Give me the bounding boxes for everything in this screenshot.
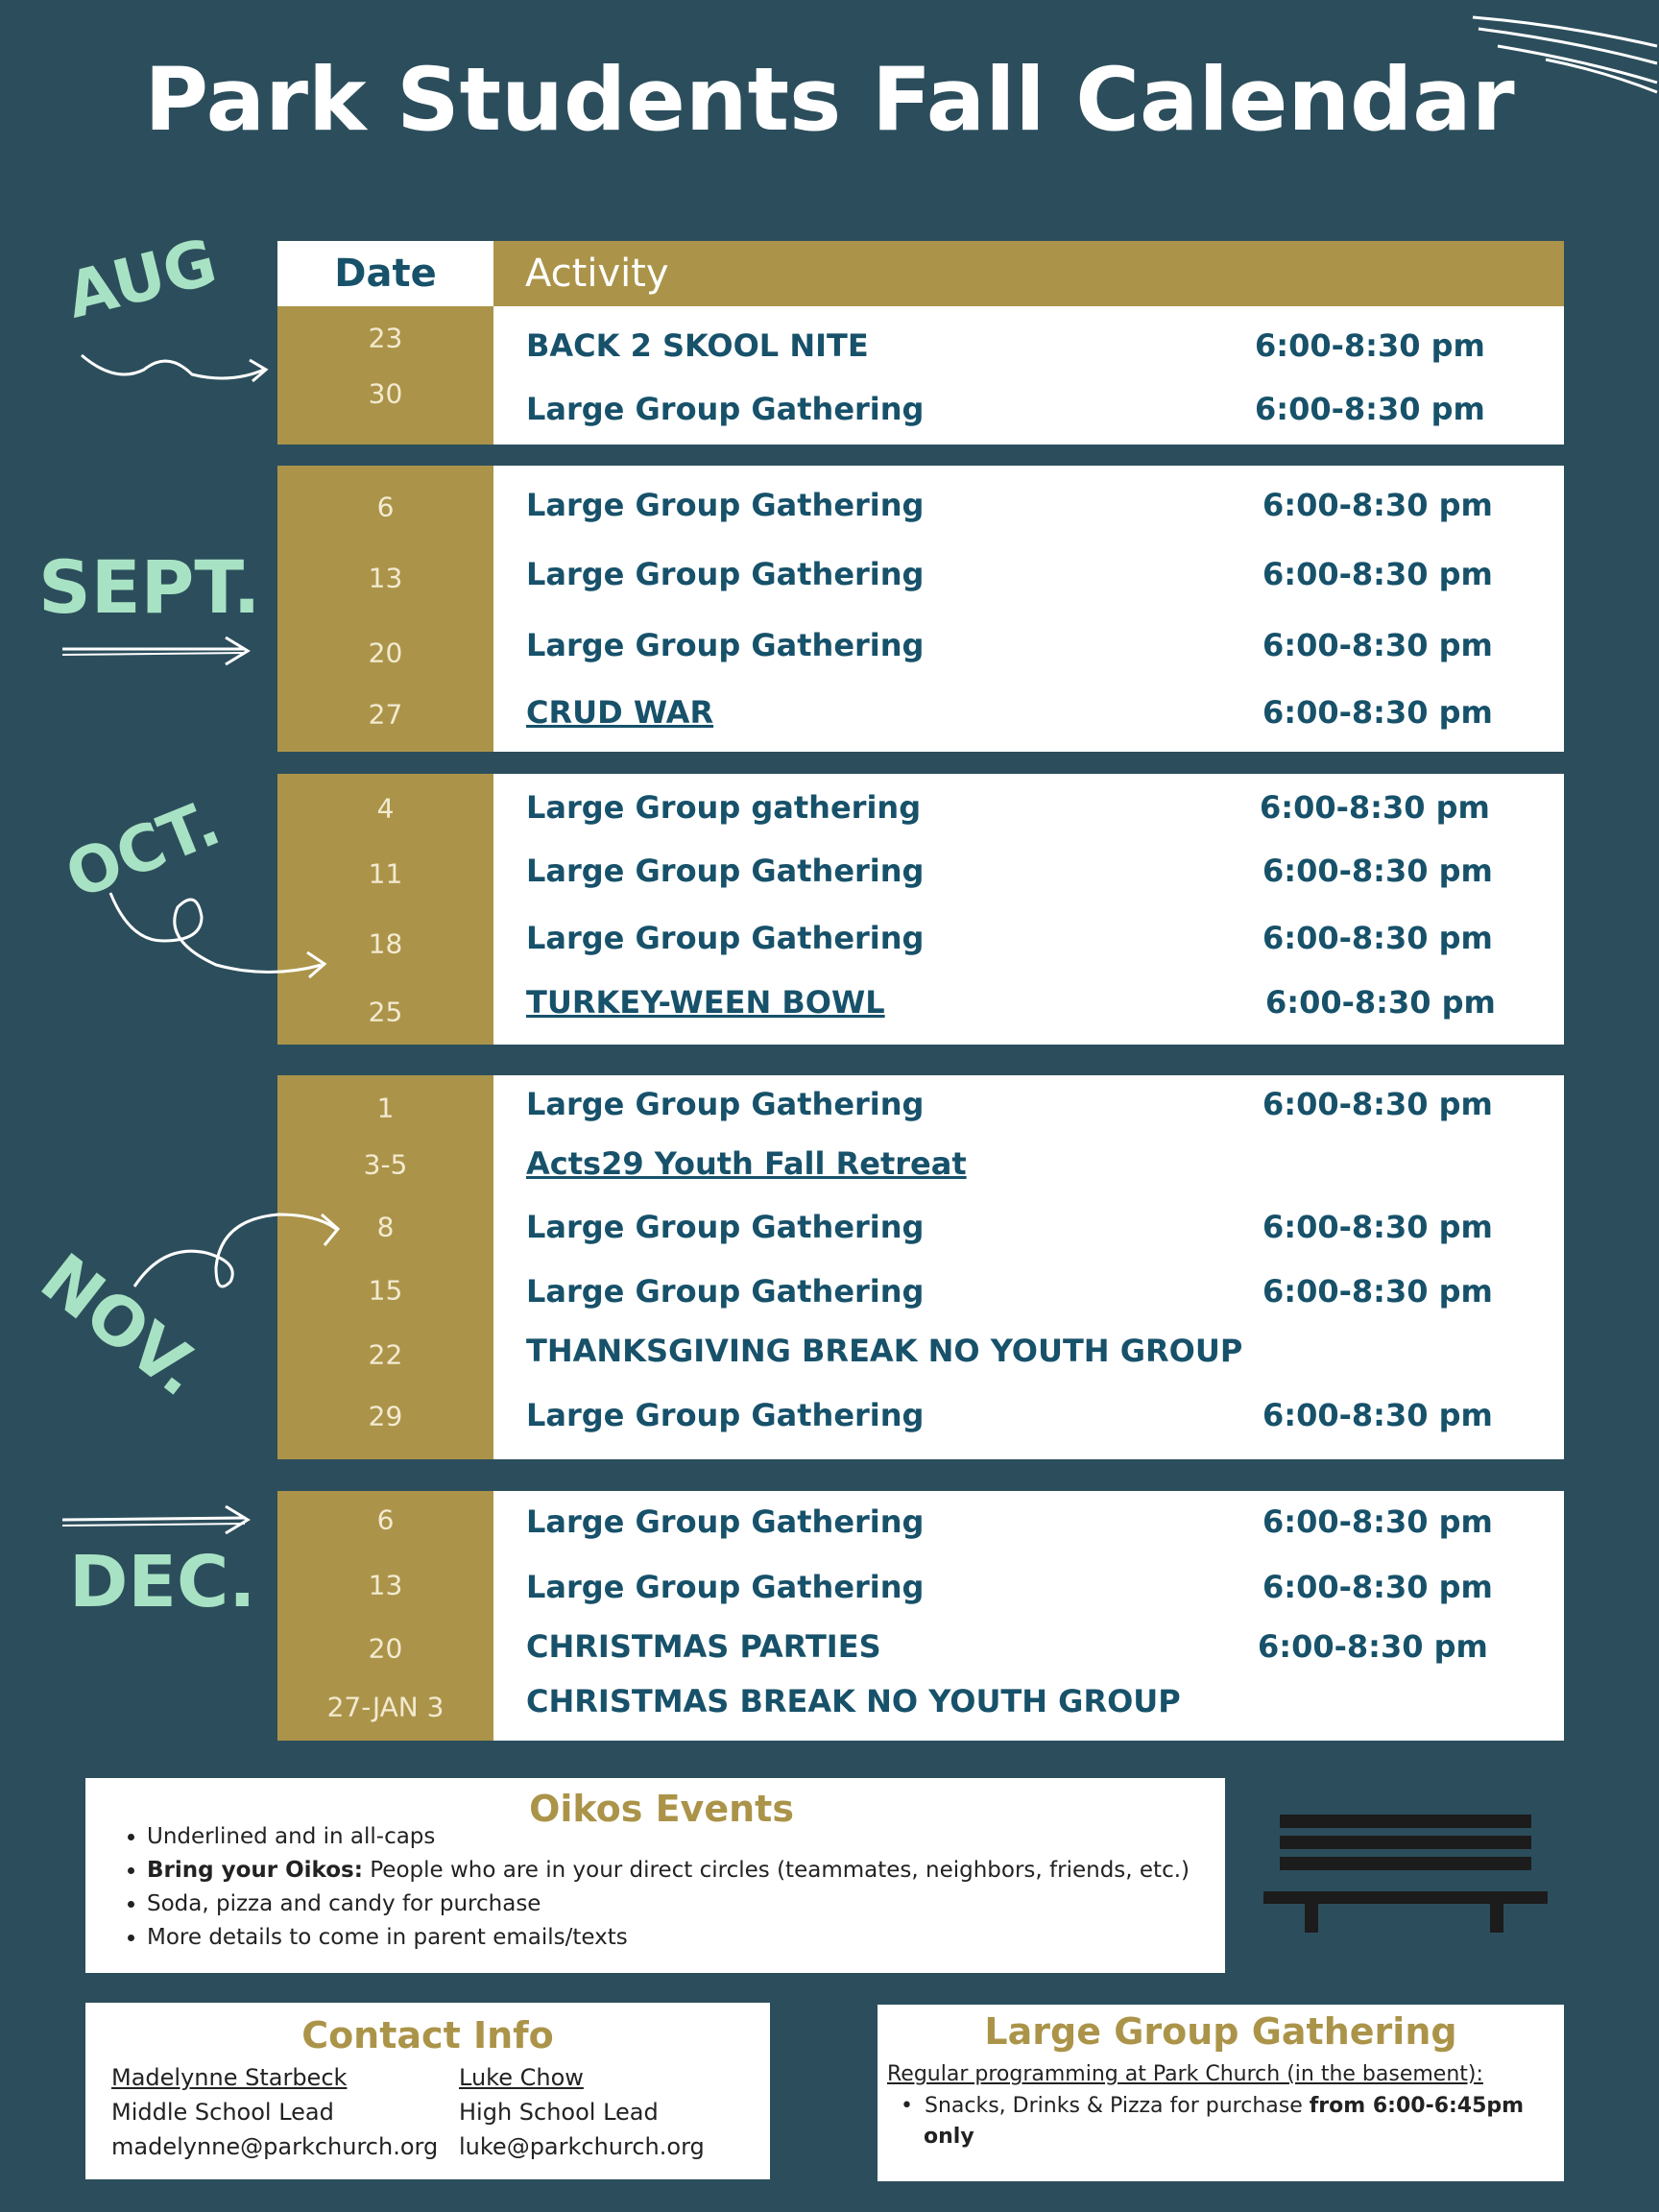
oikos-bullet-list <box>120 1820 1190 1955</box>
activity-cell: Large Group Gathering <box>526 1397 925 1433</box>
date-cell: 22 <box>368 1338 403 1371</box>
time-cell: 6:00-8:30 pm <box>1260 789 1490 826</box>
arrow-icon <box>58 634 259 672</box>
date-cell: 3-5 <box>363 1148 408 1181</box>
date-cell: 18 <box>368 927 403 960</box>
bullet-text: Snacks, Drinks & Pizza for purchase <box>924 2094 1310 2118</box>
time-cell: 6:00-8:30 pm <box>1262 694 1493 731</box>
date-cell: 1 <box>376 1092 395 1124</box>
time-cell: 6:00-8:30 pm <box>1262 1273 1493 1310</box>
time-cell: 6:00-8:30 pm <box>1258 1628 1488 1665</box>
activity-cell: BACK 2 SKOOL NITE <box>526 327 869 364</box>
date-cell: 20 <box>368 1632 403 1665</box>
contact-email[interactable]: madelynne@parkchurch.org <box>111 2133 439 2160</box>
oikos-event-link[interactable]: CRUD WAR <box>526 694 714 731</box>
activity-cell: Large Group Gathering <box>526 627 925 663</box>
bold-text: Bring your Oikos: <box>147 1858 363 1883</box>
date-cell: 4 <box>376 792 395 825</box>
bullet-continuation <box>924 2125 974 2149</box>
activity-cell: Large Group Gathering <box>526 853 925 889</box>
date-cell: 25 <box>368 996 403 1028</box>
time-cell: 6:00-8:30 pm <box>1262 1503 1493 1540</box>
month-label-aug: AUG <box>60 225 224 333</box>
activity-cell: Large Group Gathering <box>526 487 925 523</box>
contact-role: High School Lead <box>459 2099 659 2126</box>
date-cell: 13 <box>368 1569 403 1601</box>
scribble-icon <box>1469 8 1659 94</box>
activity-cell: CHRISTMAS PARTIES <box>526 1628 881 1665</box>
month-label-dec: DEC. <box>69 1541 256 1623</box>
time-cell: 6:00-8:30 pm <box>1255 391 1485 427</box>
activity-cell: CHRISTMAS BREAK NO YOUTH GROUP <box>526 1683 1181 1719</box>
list-item <box>147 1854 1190 1887</box>
month-label-nov: NOV. <box>26 1238 218 1412</box>
date-cell: 23 <box>368 322 403 354</box>
lgg-title: Large Group Gathering <box>984 2010 1457 2053</box>
time-cell: 6:00-8:30 pm <box>1262 853 1493 889</box>
activity-cell: Large Group gathering <box>526 789 922 826</box>
date-cell: 27-JAN 3 <box>326 1691 445 1723</box>
time-cell: 6:00-8:30 pm <box>1262 920 1493 956</box>
oikos-title: Oikos Events <box>529 1788 794 1830</box>
bold-text: from 6:00-6:45pm <box>1309 2094 1525 2118</box>
date-cell: 8 <box>376 1211 395 1243</box>
oikos-events-box <box>85 1778 1225 1973</box>
activity-cell: Large Group Gathering <box>526 391 925 427</box>
month-label-sept: SEPT. <box>38 544 261 630</box>
arrow-icon <box>58 1503 259 1541</box>
time-cell: 6:00-8:30 pm <box>1262 1209 1493 1245</box>
arrow-icon <box>77 341 278 398</box>
contact-title: Contact Info <box>301 2014 554 2056</box>
date-cell: 6 <box>376 1503 395 1536</box>
column-header-activity: Activity <box>493 241 1564 306</box>
list-item: • Soda, pizza and candy for purchase <box>147 1887 1190 1921</box>
activity-cell: Large Group Gathering <box>526 1273 925 1310</box>
oikos-event-link[interactable]: TURKEY-WEEN BOWL <box>526 984 885 1021</box>
activity-cell: Large Group Gathering <box>526 556 925 592</box>
time-cell: 6:00-8:30 pm <box>1262 1397 1493 1433</box>
date-cell: 20 <box>368 637 403 669</box>
date-cell: 15 <box>368 1274 403 1307</box>
list-item: • More details to come in parent emails/texts <box>147 1921 1190 1955</box>
time-cell: 6:00-8:30 pm <box>1262 1569 1493 1605</box>
activity-cell: Large Group Gathering <box>526 1569 925 1605</box>
list-item: • Underlined and in all-caps <box>147 1820 1190 1854</box>
time-cell: 6:00-8:30 pm <box>1262 487 1493 523</box>
activity-cell: Large Group Gathering <box>526 1086 925 1122</box>
column-header-date: Date <box>277 241 493 306</box>
activity-cell: Large Group Gathering <box>526 1209 925 1245</box>
date-cell: 27 <box>368 698 403 731</box>
time-cell: 6:00-8:30 pm <box>1255 327 1485 364</box>
lgg-subtitle: Regular programming at Park Church (in the basement): <box>887 2062 1483 2086</box>
list-item: • Snacks, Drinks & Pizza for purchase from 6:00-6:45pm <box>901 2094 1525 2118</box>
time-cell: 6:00-8:30 pm <box>1262 627 1493 663</box>
date-cell: 29 <box>368 1400 403 1432</box>
date-cell: 13 <box>368 562 403 594</box>
month-label-oct: OCT. <box>56 785 230 914</box>
date-cell: 6 <box>376 491 395 523</box>
bullet-text: People who are in your direct circles (teammates, neighbors, friends, etc.) <box>362 1858 1190 1883</box>
bench-icon <box>1263 1815 1548 1939</box>
activity-cell: Large Group Gathering <box>526 1503 925 1540</box>
contact-name: Luke Chow <box>459 2064 584 2091</box>
contact-email[interactable]: luke@parkchurch.org <box>459 2133 705 2160</box>
large-group-gathering-box <box>878 2005 1564 2181</box>
oikos-event-link[interactable]: Acts29 Youth Fall Retreat <box>526 1145 967 1182</box>
time-cell: 6:00-8:30 pm <box>1262 1086 1493 1122</box>
contact-role: Middle School Lead <box>111 2099 334 2126</box>
contact-name: Madelynne Starbeck <box>111 2064 348 2091</box>
date-cell: 11 <box>368 857 403 890</box>
bold-text: only <box>924 2125 974 2149</box>
contact-info-box <box>85 2003 770 2179</box>
date-cell: 30 <box>368 377 403 410</box>
time-cell: 6:00-8:30 pm <box>1262 556 1493 592</box>
activity-cell: THANKSGIVING BREAK NO YOUTH GROUP <box>526 1333 1243 1369</box>
time-cell: 6:00-8:30 pm <box>1265 984 1496 1021</box>
activity-cell: Large Group Gathering <box>526 920 925 956</box>
page-title: Park Students Fall Calendar <box>144 50 1515 151</box>
